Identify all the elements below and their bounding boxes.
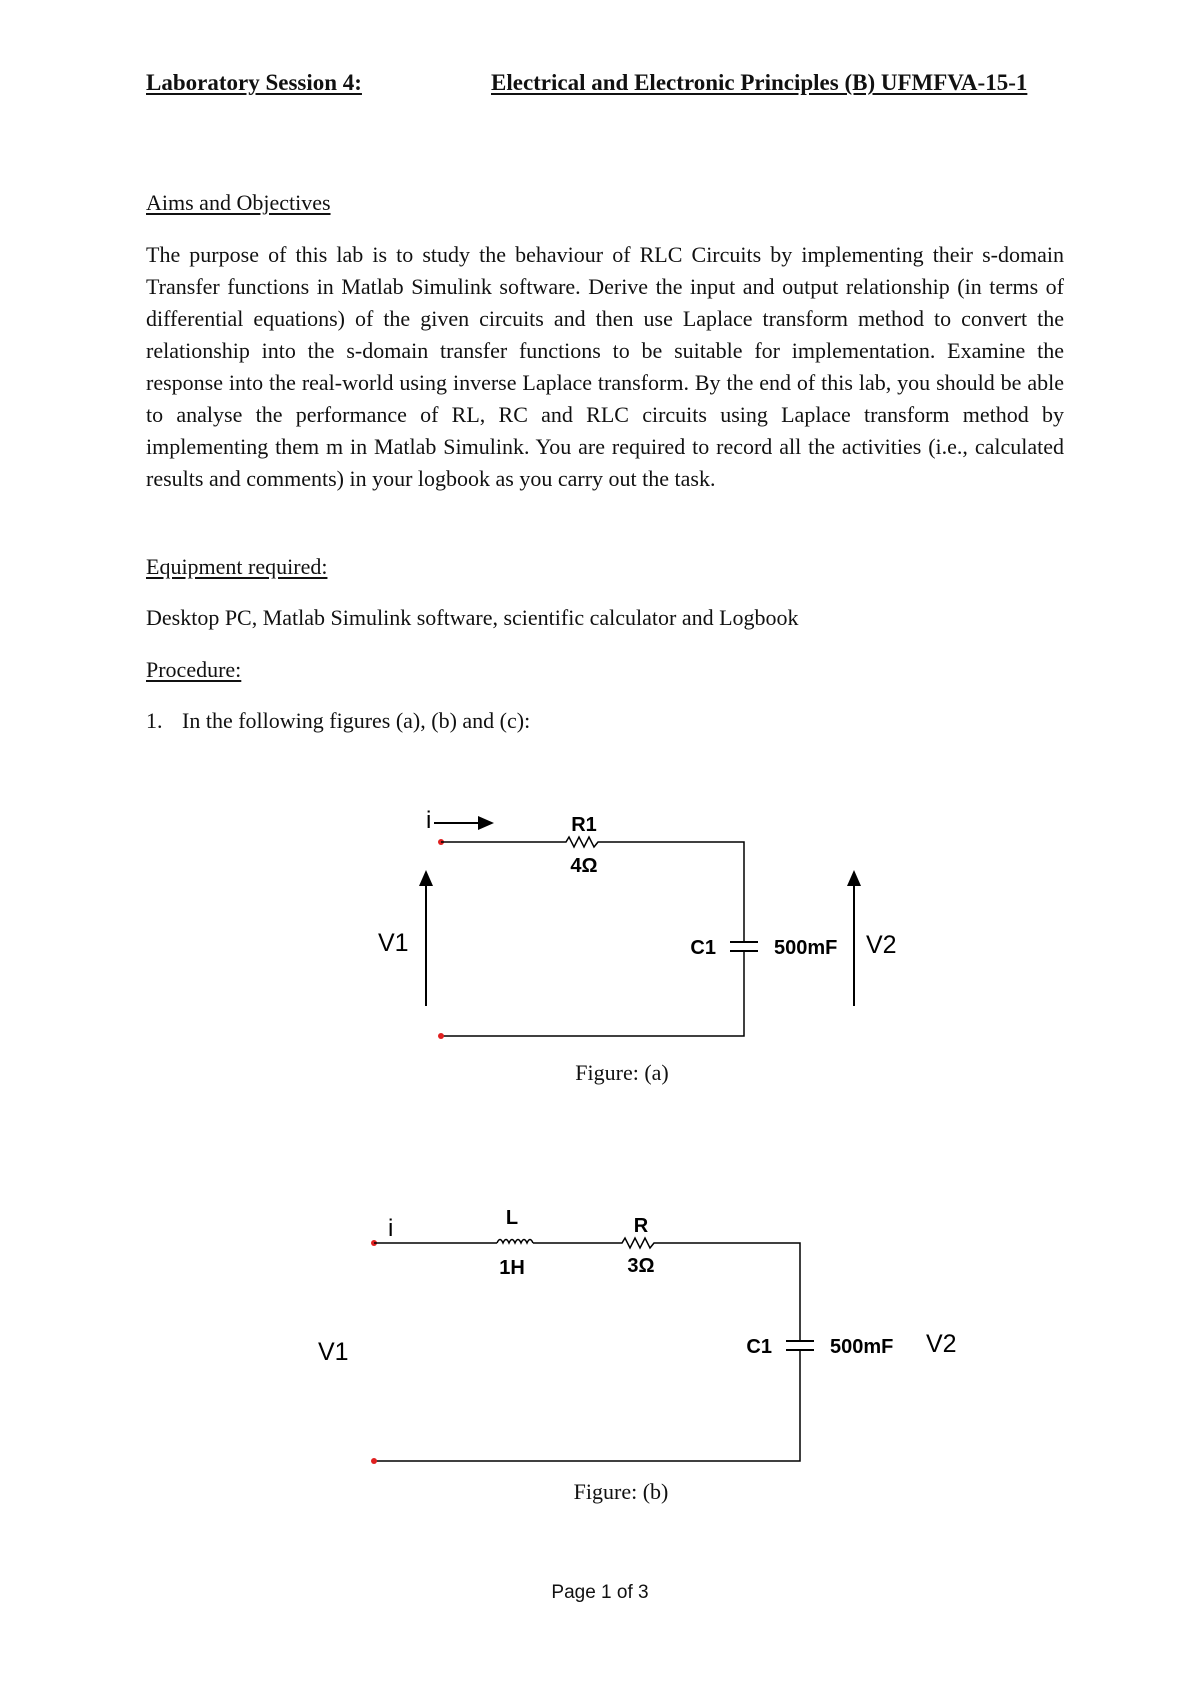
inductor-name-b: L <box>505 1207 519 1229</box>
capacitor-name-a: C1 <box>690 937 716 959</box>
header-right: Electrical and Electronic Principles (B) UFMFVA-15-1 <box>491 70 1028 95</box>
current-label-a: i <box>426 807 432 834</box>
v1-label-b: V1 <box>318 1338 349 1366</box>
resistor-value-b: 3Ω <box>627 1255 655 1277</box>
figure-a-caption: Figure: (a) <box>575 1060 669 1085</box>
v2-label-b: V2 <box>926 1330 957 1358</box>
inductor-coil-b <box>497 1240 533 1244</box>
v2-label-a: V2 <box>866 931 897 959</box>
header-left: Laboratory Session 4: <box>146 70 362 95</box>
procedure-heading: Procedure: <box>146 657 242 682</box>
aims-paragraph: The purpose of this lab is to study the behaviour of RLC Circuits by implementing their s-domain Transfer functions in Matlab Simulink software. Derive the input and output relationship (in terms of differential equations) of the given circuits and then use Laplace transform method to convert the relationship into the s-domain transfer functions to be suitable for implementation. Examine the response into the real-world using inverse Laplace transform. By the end of this lab, you should be able to analyse the performance of RL, RC and RLC circuits using Laplace transform method by implementing them m in Matlab Simulink. You are required to record all the activities (i.e., calculated results and comments) in your logbook as you carry out the task. <box>146 242 1064 491</box>
inductor-value-b: 1H <box>499 1257 525 1279</box>
current-label-b: i <box>388 1215 394 1242</box>
resistor-value-a: 4Ω <box>570 855 598 877</box>
step1-number: 1. <box>146 708 163 733</box>
step1-text: In the following figures (a), (b) and (c): <box>182 708 531 733</box>
figure-b-caption: Figure: (b) <box>573 1479 669 1504</box>
aims-heading: Aims and Objectives <box>146 190 331 215</box>
terminal-bottom-b <box>371 1458 377 1464</box>
resistor-name-a: R1 <box>571 814 597 836</box>
wire-top-right-b <box>533 1238 800 1310</box>
page-number: Page 1 of 3 <box>551 1582 649 1603</box>
capacitor-value-b: 500mF <box>830 1336 894 1358</box>
capacitor-name-b: C1 <box>746 1336 772 1358</box>
resistor-name-b: R <box>633 1215 649 1237</box>
equipment-text: Desktop PC, Matlab Simulink software, scientific calculator and Logbook <box>146 605 799 630</box>
equipment-heading: Equipment required: <box>146 554 328 579</box>
v1-label-a: V1 <box>378 929 409 957</box>
wire-bottom-b <box>374 1350 800 1461</box>
capacitor-value-a: 500mF <box>774 937 838 959</box>
